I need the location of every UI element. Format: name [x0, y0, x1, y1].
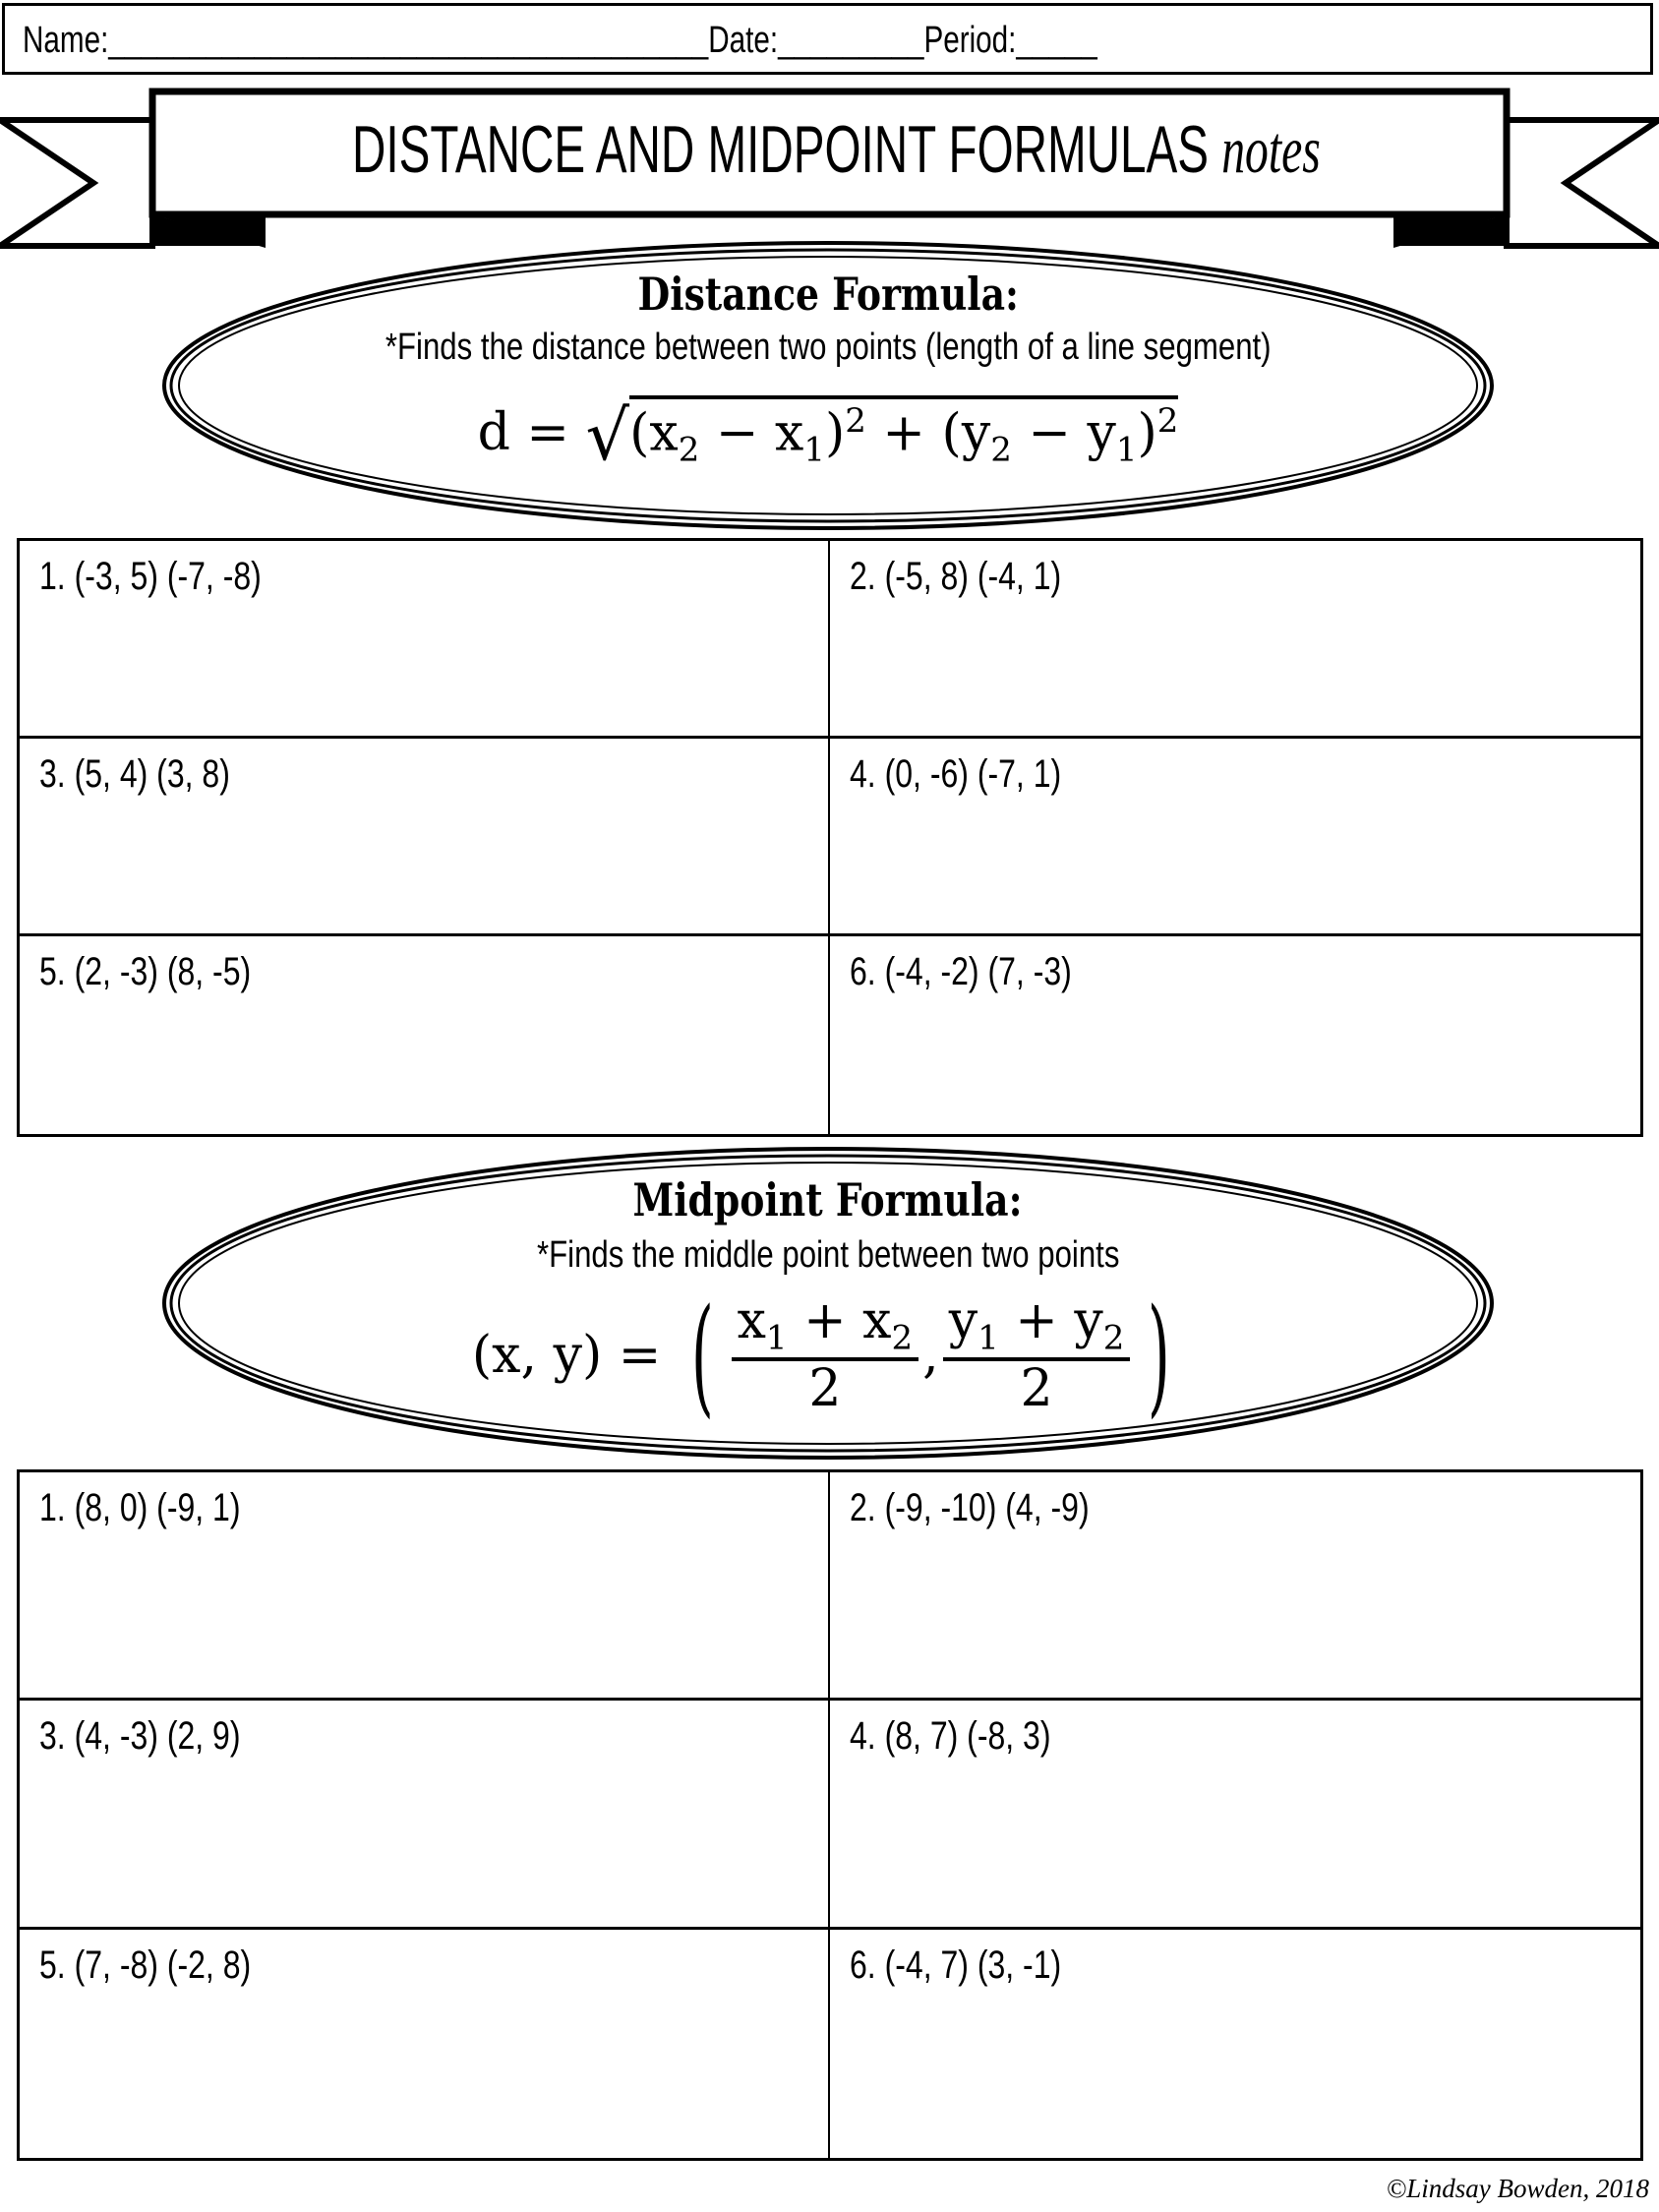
problem-cell[interactable] [830, 739, 1640, 936]
problem-cell[interactable] [20, 1701, 830, 1929]
problem-cell[interactable] [830, 936, 1640, 1134]
page-title [157, 94, 1514, 205]
date-field[interactable]: _________ [778, 20, 924, 61]
midpoint-formula-title: Midpoint Formula: [632, 1173, 1024, 1226]
period-label: Period: [923, 20, 1017, 61]
name-label: Name: [23, 20, 109, 61]
problem-cell[interactable] [830, 1472, 1640, 1701]
distance-formula-oval [159, 238, 1497, 533]
problem-cell[interactable] [20, 936, 830, 1134]
problem-label: 3. (5, 4) (3, 8) [39, 752, 230, 796]
problem-label: 6. (-4, -2) (7, -3) [850, 950, 1072, 993]
distance-formula-equation: d = √ $(x_2 - x_1)^2 + (y_2 - y_1)^2$ [477, 394, 1179, 476]
page-title-suffix: notes [1220, 111, 1321, 187]
midpoint-formula-equation: (x, y) = ( $\frac{x_1 + x_2}{2}$ , $\frac{y_1 + y_2}{2}$ ) [471, 1281, 1171, 1430]
problem-label: 2. (-9, -10) (4, -9) [850, 1486, 1090, 1529]
problem-cell[interactable] [830, 1930, 1640, 2158]
problem-label: 4. (0, -6) (-7, 1) [850, 752, 1062, 796]
student-info-header [2, 3, 1653, 75]
problem-cell[interactable] [20, 1930, 830, 2158]
date-label: Date: [708, 20, 779, 61]
problem-cell[interactable] [20, 1472, 830, 1701]
distance-formula-title: Distance Formula: [637, 268, 1019, 321]
name-field[interactable]: _____________________________________ [108, 20, 709, 61]
midpoint-problems-grid [17, 1469, 1643, 2161]
problem-label: 2. (-5, 8) (-4, 1) [850, 555, 1062, 598]
problem-label: 5. (2, -3) (8, -5) [39, 950, 252, 993]
distance-formula-description: *Finds the distance between two points (length of a line segment) [385, 327, 1272, 368]
midpoint-formula-description: *Finds the middle point between two points [536, 1234, 1120, 1276]
problem-label: 6. (-4, 7) (3, -1) [850, 1943, 1062, 1987]
problem-cell[interactable] [20, 739, 830, 936]
problem-label: 3. (4, -3) (2, 9) [39, 1714, 241, 1759]
period-field[interactable]: _____ [1016, 20, 1097, 61]
problem-label: 1. (-3, 5) (-7, -8) [39, 555, 262, 598]
problem-cell[interactable] [830, 541, 1640, 739]
problem-label: 4. (8, 7) (-8, 3) [850, 1714, 1051, 1759]
problem-label: 5. (7, -8) (-2, 8) [39, 1943, 252, 1987]
problem-cell[interactable] [20, 541, 830, 739]
student-info-line [23, 20, 1097, 62]
copyright-notice: ©Lindsay Bowden, 2018 [1386, 2174, 1649, 2203]
distance-problems-grid [17, 538, 1643, 1137]
page-title-text: DISTANCE AND MIDPOINT FORMULAS [351, 111, 1209, 187]
problem-cell[interactable] [830, 1701, 1640, 1929]
problem-label: 1. (8, 0) (-9, 1) [39, 1486, 241, 1529]
midpoint-formula-oval [159, 1144, 1497, 1463]
